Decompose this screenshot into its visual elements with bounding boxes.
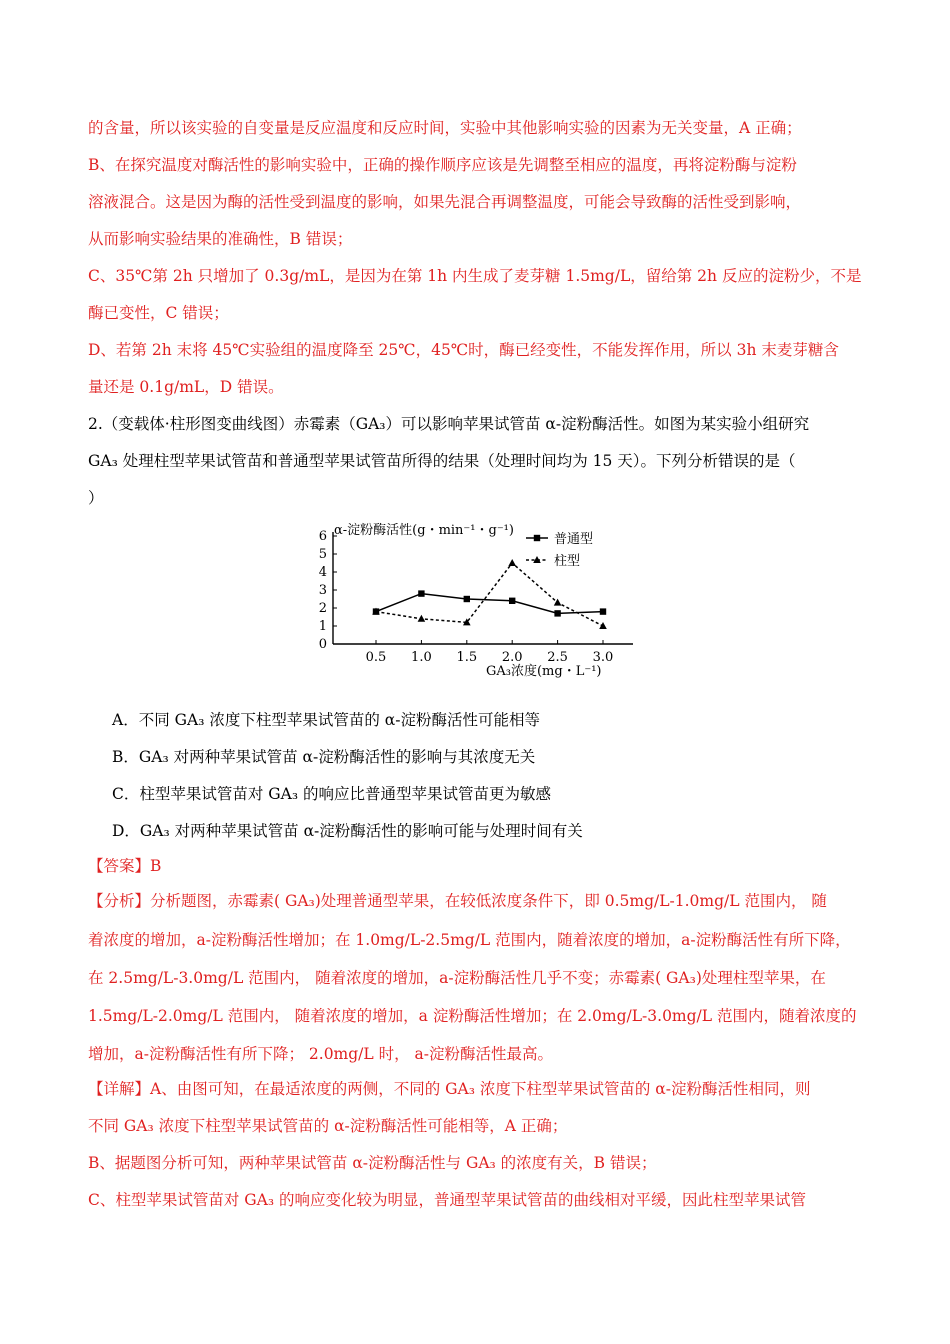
answer-line: 【答案】B bbox=[88, 857, 162, 875]
question-stem: ） bbox=[88, 489, 104, 507]
explanation-line: D、若第 2h 末将 45℃实验组的温度降至 25℃，45℃时，酶已经变性，不能发挥作用，所以 3h 末麦芽糖含 bbox=[88, 341, 839, 359]
series-line bbox=[376, 594, 603, 614]
x-tick-label: 1.0 bbox=[411, 650, 432, 665]
option-d: D．GA₃ 对两种苹果试管苗 α-淀粉酶活性的影响可能与处理时间有关 bbox=[112, 822, 583, 840]
data-point bbox=[464, 596, 470, 602]
detail-line: C、柱型苹果试管苗对 GA₃ 的响应变化较为明显，普通型苹果试管苗的曲线相对平缓，因此柱型苹果试管 bbox=[88, 1191, 807, 1209]
explanation-line: B、在探究温度对酶活性的影响实验中，正确的操作顺序应该是先调整至相应的温度，再将淀粉酶与淀粉 bbox=[88, 156, 797, 174]
option-b: B．GA₃ 对两种苹果试管苗 α-淀粉酶活性的影响与其浓度无关 bbox=[112, 748, 536, 766]
x-axis-label: GA₃浓度(mg・L⁻¹) bbox=[486, 664, 602, 679]
series-line bbox=[376, 563, 603, 626]
activity-line-chart bbox=[300, 520, 650, 685]
x-tick-label: 0.5 bbox=[365, 650, 387, 665]
explanation-line: 溶液混合。这是因为酶的活性受到温度的影响，如果先混合再调整温度，可能会导致酶的活性受到影响， bbox=[88, 193, 802, 211]
detail-line: B、据题图分析可知，两种苹果试管苗 α-淀粉酶活性与 GA₃ 的浓度有关，B 错误； bbox=[88, 1154, 657, 1172]
data-point bbox=[554, 610, 560, 616]
analysis-line: 增加，a-淀粉酶活性有所下降； 2.0mg/L 时， a-淀粉酶活性最高。 bbox=[88, 1045, 554, 1063]
data-point bbox=[599, 622, 607, 629]
detail-line: 不同 GA₃ 浓度下柱型苹果试管苗的 α-淀粉酶活性可能相等，A 正确； bbox=[88, 1117, 568, 1135]
explanation-line: 量还是 0.1g/mL，D 错误。 bbox=[88, 378, 284, 396]
data-point bbox=[600, 608, 606, 614]
explanation-line: 酶已变性，C 错误； bbox=[88, 304, 229, 322]
y-tick-label: 0 bbox=[318, 637, 327, 652]
data-point bbox=[509, 598, 515, 604]
analysis-line: 【分析】分析题图，赤霉素( GA₃)处理普通型苹果，在较低浓度条件下，即 0.5mg/L-1.0mg/L 范围内， 随 bbox=[88, 892, 827, 910]
y-tick-label: 1 bbox=[318, 619, 327, 634]
data-point bbox=[418, 590, 424, 596]
data-point bbox=[418, 615, 426, 622]
y-axis-label: α-淀粉酶活性(g・min⁻¹・g⁻¹) bbox=[334, 523, 514, 538]
x-tick-label: 3.0 bbox=[592, 650, 614, 665]
option-a: A．不同 GA₃ 浓度下柱型苹果试管苗的 α-淀粉酶活性可能相等 bbox=[112, 711, 540, 729]
y-tick-label: 6 bbox=[318, 529, 327, 544]
chart-svg bbox=[300, 520, 650, 685]
legend-label: 普通型 bbox=[554, 532, 594, 547]
data-point bbox=[508, 559, 516, 566]
analysis-line: 在 2.5mg/L-3.0mg/L 范围内， 随着浓度的增加，a-淀粉酶活性几乎不变；赤霉素( GA₃)处理柱型苹果，在 bbox=[88, 969, 826, 987]
y-tick-label: 4 bbox=[318, 565, 327, 580]
detail-line: 【详解】A、由图可知，在最适浓度的两侧，不同的 GA₃ 浓度下柱型苹果试管苗的 α-淀粉酶活性相同，则 bbox=[88, 1080, 811, 1098]
explanation-line: 从而影响实验结果的准确性，B 错误； bbox=[88, 230, 353, 248]
x-tick-label: 1.5 bbox=[456, 650, 478, 665]
legend-marker bbox=[534, 535, 540, 541]
question-stem: GA₃ 处理柱型苹果试管苗和普通型苹果试管苗所得的结果（处理时间均为 15 天）。下列分析错误的是（ bbox=[88, 452, 796, 470]
y-tick-label: 3 bbox=[318, 583, 327, 598]
analysis-line: 着浓度的增加，a-淀粉酶活性增加；在 1.0mg/L-2.5mg/L 范围内，随着浓度的增加，a-淀粉酶活性有所下降， bbox=[88, 931, 851, 949]
explanation-line: C、35℃第 2h 只增加了 0.3g/mL，是因为在第 1h 内生成了麦芽糖 1.5mg/L，留给第 2h 反应的淀粉少，不是 bbox=[88, 267, 862, 285]
y-tick-label: 5 bbox=[318, 547, 327, 562]
x-tick-label: 2.5 bbox=[547, 650, 568, 665]
legend-label: 柱型 bbox=[554, 554, 581, 569]
question-stem: 2.（变载体·柱形图变曲线图）赤霉素（GA₃）可以影响苹果试管苗 α-淀粉酶活性。如图为某实验小组研究 bbox=[88, 415, 810, 433]
analysis-line: 1.5mg/L-2.0mg/L 范围内， 随着浓度的增加，a 淀粉酶活性增加；在 2.0mg/L-3.0mg/L 范围内，随着浓度的 bbox=[88, 1007, 857, 1025]
y-tick-label: 2 bbox=[318, 601, 327, 616]
option-c: C．柱型苹果试管苗对 GA₃ 的响应比普通型苹果试管苗更为敏感 bbox=[112, 785, 552, 803]
x-tick-label: 2.0 bbox=[501, 650, 523, 665]
explanation-line: 的含量，所以该实验的自变量是反应温度和反应时间，实验中其他影响实验的因素为无关变量，A 正确； bbox=[88, 119, 802, 137]
